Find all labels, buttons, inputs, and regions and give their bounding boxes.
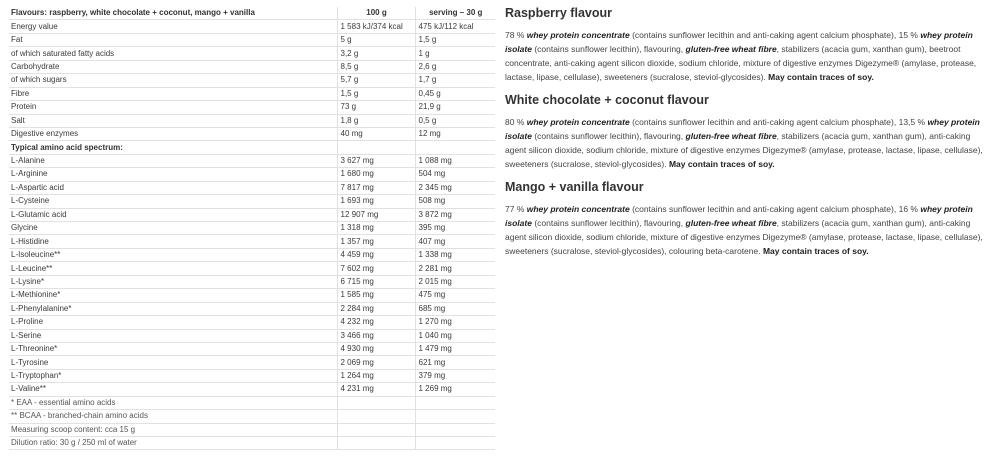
value-per-serving: 407 mg (415, 235, 495, 248)
nutrition-header-row (9, 7, 495, 20)
table-row (9, 275, 495, 288)
ingredients-text (505, 115, 993, 171)
per-100g-header: 100 g (337, 7, 415, 20)
note-row (9, 423, 495, 436)
table-row (9, 127, 495, 140)
ingredient-text: (contains sunflower lecithin), flavouring, (534, 218, 684, 228)
nutrient-label: Energy value (9, 20, 337, 33)
value-per-serving: 1 040 mg (415, 329, 495, 342)
footnote: Measuring scoop content: cca 15 g (9, 423, 337, 436)
value-per-100g: 2 069 mg (337, 356, 415, 369)
table-row (9, 154, 495, 167)
amino-acid-label: L-Proline (9, 316, 337, 329)
highlighted-ingredient: whey protein concentrate (526, 30, 630, 40)
value-per-serving: 504 mg (415, 168, 495, 181)
value-per-100g: 1,5 g (337, 87, 415, 100)
empty-cell (415, 396, 495, 409)
value-per-serving: 12 mg (415, 127, 495, 140)
highlighted-ingredient: whey protein isolate (505, 204, 973, 228)
value-per-serving: 2 281 mg (415, 262, 495, 275)
value-per-serving: 1,7 g (415, 74, 495, 87)
nutrient-label: Salt (9, 114, 337, 127)
table-row (9, 302, 495, 315)
table-row (9, 289, 495, 302)
table-row (9, 47, 495, 60)
value-per-serving: 1 269 mg (415, 383, 495, 396)
value-per-serving: 379 mg (415, 369, 495, 382)
footnote: * EAA - essential amino acids (9, 396, 337, 409)
value-per-100g: 40 mg (337, 127, 415, 140)
value-per-100g: 12 907 mg (337, 208, 415, 221)
empty-cell (337, 396, 415, 409)
empty-cell (415, 423, 495, 436)
flavours-header: Flavours: raspberry, white chocolate + coconut, mango + vanilla (9, 7, 337, 20)
amino-acid-label: L-Tryptophan* (9, 369, 337, 382)
table-row (9, 181, 495, 194)
allergen-warning: May contain traces of soy. (768, 72, 874, 82)
highlighted-ingredient: whey protein concentrate (526, 117, 630, 127)
footnote: Dilution ratio: 30 g / 250 ml of water (9, 437, 337, 450)
ingredient-text: (contains sunflower lecithin), flavouring, (534, 44, 684, 54)
value-per-100g: 1 264 mg (337, 369, 415, 382)
value-per-serving: 21,9 g (415, 101, 495, 114)
ingredients-text (505, 28, 993, 84)
empty-cell (415, 437, 495, 450)
amino-acid-label: L-Valine** (9, 383, 337, 396)
value-per-100g: 3,2 g (337, 47, 415, 60)
note-row (9, 410, 495, 423)
allergen-warning: May contain traces of soy. (668, 159, 775, 169)
footnote: ** BCAA - branched-chain amino acids (9, 410, 337, 423)
percentage: 15 % (898, 30, 918, 40)
table-row (9, 342, 495, 355)
value-per-100g: 7 817 mg (337, 181, 415, 194)
table-row (9, 114, 495, 127)
table-row (9, 20, 495, 33)
ingredient-text: (contains sunflower lecithin and anti-caking agent calcium phosphate), (632, 30, 897, 40)
percentage: 78 % (505, 30, 525, 40)
value-per-serving: 685 mg (415, 302, 495, 315)
percentage: 80 % (505, 117, 525, 127)
ingredient-text: (contains sunflower lecithin), flavouring, (534, 131, 684, 141)
percentage: 16 % (898, 204, 918, 214)
value-per-serving: 2 345 mg (415, 181, 495, 194)
value-per-100g: 4 231 mg (337, 383, 415, 396)
highlighted-ingredient: gluten-free wheat fibre (685, 131, 777, 141)
flavour-mango-vanilla (505, 178, 993, 258)
per-serving-header: serving – 30 g (415, 7, 495, 20)
value-per-100g: 3 466 mg (337, 329, 415, 342)
empty-cell (337, 437, 415, 450)
value-per-100g: 5,7 g (337, 74, 415, 87)
value-per-100g: 1,8 g (337, 114, 415, 127)
table-row (9, 369, 495, 382)
percentage: 13,5 % (898, 117, 926, 127)
amino-acid-label: L-Methionine* (9, 289, 337, 302)
flavour-title: Raspberry flavour (505, 6, 612, 20)
value-per-100g: 3 627 mg (337, 154, 415, 167)
value-per-100g: 1 583 kJ/374 kcal (337, 20, 415, 33)
value-per-100g: 6 715 mg (337, 275, 415, 288)
allergen-warning: May contain traces of soy. (762, 246, 869, 256)
amino-acid-label: L-Tyrosine (9, 356, 337, 369)
highlighted-ingredient: gluten-free wheat fibre (685, 44, 777, 54)
highlighted-ingredient: gluten-free wheat fibre (685, 218, 777, 228)
table-row (9, 383, 495, 396)
value-per-100g: 5 g (337, 33, 415, 46)
highlighted-ingredient: whey protein isolate (505, 30, 973, 54)
table-row (9, 356, 495, 369)
value-per-100g: 8,5 g (337, 60, 415, 73)
amino-acid-label: L-Serine (9, 329, 337, 342)
amino-acid-label: L-Cysteine (9, 195, 337, 208)
nutrient-label: of which saturated fatty acids (9, 47, 337, 60)
value-per-serving: 508 mg (415, 195, 495, 208)
amino-acid-label: L-Arginine (9, 168, 337, 181)
value-per-serving: 1 479 mg (415, 342, 495, 355)
amino-acid-label: L-Aspartic acid (9, 181, 337, 194)
table-row (9, 262, 495, 275)
value-per-serving: 1 338 mg (415, 248, 495, 261)
table-row (9, 248, 495, 261)
value-per-serving: 3 872 mg (415, 208, 495, 221)
table-row (9, 316, 495, 329)
value-per-100g: 4 459 mg (337, 248, 415, 261)
value-per-serving: 395 mg (415, 222, 495, 235)
table-row (9, 33, 495, 46)
amino-acid-label: L-Glutamic acid (9, 208, 337, 221)
amino-acid-label: Glycine (9, 222, 337, 235)
nutrient-label: Protein (9, 101, 337, 114)
ingredients-section (505, 4, 993, 265)
amino-acid-heading: Typical amino acid spectrum: (9, 141, 337, 154)
nutrient-label: of which sugars (9, 74, 337, 87)
value-per-serving: 475 mg (415, 289, 495, 302)
flavour-white-chocolate-coconut (505, 91, 993, 171)
value-per-100g: 1 693 mg (337, 195, 415, 208)
table-row (9, 87, 495, 100)
table-row (9, 101, 495, 114)
value-per-serving: 2 015 mg (415, 275, 495, 288)
amino-acid-label: L-Leucine** (9, 262, 337, 275)
value-per-serving: 621 mg (415, 356, 495, 369)
value-per-100g: 1 680 mg (337, 168, 415, 181)
empty-cell (337, 141, 415, 154)
value-per-serving: 1,5 g (415, 33, 495, 46)
ingredient-text: (contains sunflower lecithin and anti-caking agent calcium phosphate), (632, 117, 897, 127)
nutrient-label: Fat (9, 33, 337, 46)
value-per-serving: 0,5 g (415, 114, 495, 127)
ingredients-text (505, 202, 993, 258)
value-per-100g: 1 357 mg (337, 235, 415, 248)
flavour-title: Mango + vanilla flavour (505, 180, 644, 194)
table-row (9, 60, 495, 73)
table-row (9, 195, 495, 208)
ingredient-text: (contains sunflower lecithin and anti-caking agent calcium phosphate), (632, 204, 897, 214)
flavour-title: White chocolate + coconut flavour (505, 93, 709, 107)
ingredient-text: , stabilizers (acacia gum, xanthan gum), anti-caking agent silicon dioxide, sodium chloride, mixture of digestive enzymes Digezyme® (amylase, protease, lactase, lipase, cellulase), sweeteners (sucralose, steviol-glycosides). (505, 131, 983, 169)
empty-cell (415, 141, 495, 154)
value-per-100g: 2 284 mg (337, 302, 415, 315)
value-per-100g: 4 232 mg (337, 316, 415, 329)
value-per-serving: 0,45 g (415, 87, 495, 100)
nutrient-label: Digestive enzymes (9, 127, 337, 140)
table-row (9, 168, 495, 181)
value-per-serving: 1 270 mg (415, 316, 495, 329)
note-row (9, 396, 495, 409)
nutrient-label: Fibre (9, 87, 337, 100)
value-per-100g: 73 g (337, 101, 415, 114)
value-per-serving: 1 g (415, 47, 495, 60)
empty-cell (337, 423, 415, 436)
value-per-serving: 2,6 g (415, 60, 495, 73)
table-row (9, 329, 495, 342)
amino-acid-label: L-Phenylalanine* (9, 302, 337, 315)
empty-cell (415, 410, 495, 423)
value-per-100g: 7 602 mg (337, 262, 415, 275)
amino-acid-label: L-Threonine* (9, 342, 337, 355)
table-row (9, 74, 495, 87)
highlighted-ingredient: whey protein isolate (505, 117, 980, 141)
amino-acid-heading-row (9, 141, 495, 154)
value-per-100g: 4 930 mg (337, 342, 415, 355)
value-per-serving: 1 088 mg (415, 154, 495, 167)
table-row (9, 235, 495, 248)
amino-acid-label: L-Lysine* (9, 275, 337, 288)
table-row (9, 222, 495, 235)
value-per-100g: 1 585 mg (337, 289, 415, 302)
nutrition-table (9, 7, 495, 450)
amino-acid-label: L-Histidine (9, 235, 337, 248)
table-row (9, 208, 495, 221)
ingredient-text: , stabilizers (acacia gum, xanthan gum), anti-caking agent silicon dioxide, sodium chloride, mixture of digestive enzymes Digezyme® (amylase, protease, lactase, lipase, cellulase), sweeteners (sucralose, steviol-glycosides), colouring beta-carotene. (505, 218, 983, 256)
flavour-raspberry (505, 4, 993, 84)
ingredient-text: , stabilizers (acacia gum, xanthan gum), beetroot concentrate, anti-caking agent silicon dioxide, sodium chloride, mixture of digestive enzymes Digezyme® (amylase, protease, lactase, lipase, cellulase), sweeteners (sucralose, steviol-glycosides). (505, 44, 977, 82)
amino-acid-label: L-Alanine (9, 154, 337, 167)
empty-cell (337, 410, 415, 423)
percentage: 77 % (505, 204, 525, 214)
value-per-100g: 1 318 mg (337, 222, 415, 235)
note-row (9, 437, 495, 450)
highlighted-ingredient: whey protein concentrate (526, 204, 630, 214)
amino-acid-label: L-Isoleucine** (9, 248, 337, 261)
value-per-serving: 475 kJ/112 kcal (415, 20, 495, 33)
nutrient-label: Carbohydrate (9, 60, 337, 73)
